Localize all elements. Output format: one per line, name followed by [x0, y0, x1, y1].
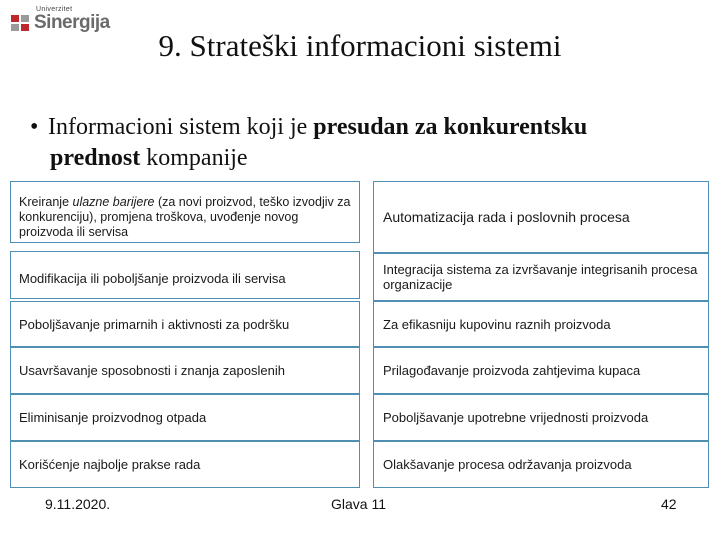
- slide-title: 9. Strateški informacioni sistemi: [158, 28, 562, 63]
- right-cell-6-text: Olakšavanje procesa održavanja proizvoda: [383, 457, 632, 472]
- bullet-text: [30, 112, 710, 174]
- right-cell-1-text: Automatizacija rada i poslovnih procesa: [383, 208, 630, 225]
- bullet-bold-b: prednost: [50, 145, 141, 171]
- right-cell-4: [373, 347, 709, 394]
- right-cell-3-text: Za efikasniju kupovinu raznih proizvoda: [383, 316, 611, 332]
- footer-page-number: 42: [661, 496, 677, 512]
- bullet-dot: •: [30, 114, 39, 140]
- left-cell-2-text: Modifikacija ili poboljšanje proizvoda ili servisa: [19, 271, 286, 286]
- footer-date: 9.11.2020.: [45, 496, 111, 512]
- left-cell-1-text: [19, 195, 353, 240]
- right-cell-2: [373, 253, 709, 301]
- bullet-line-2: [48, 143, 710, 174]
- right-cell-2-text: Integracija sistema za izvršavanje integrisanih procesa organizacije: [383, 262, 698, 292]
- right-cell-6: [373, 441, 709, 488]
- bullet-prefix: Informacioni sistem koji je: [48, 114, 314, 140]
- left-cell-2: [10, 251, 360, 299]
- left-cell-5: [10, 394, 360, 441]
- right-cell-1: [373, 181, 709, 253]
- left-cell-1-italic: ulazne barijere: [72, 195, 155, 209]
- logo-subtitle: Univerzitet: [36, 6, 73, 13]
- left-cell-3-text: Poboljšavanje primarnih i aktivnosti za podršku: [19, 316, 290, 332]
- right-cell-4-text: Prilagođavanje proizvoda zahtjevima kupaca: [383, 363, 641, 378]
- left-cell-1: [10, 181, 360, 243]
- right-cell-5: [373, 394, 709, 441]
- left-cell-6: [10, 441, 360, 488]
- left-cell-1-part-b: (za novi proizvod, teško izvodjiv za konkurenciju), promjena troškova, uvođenje novog proizvoda ili servisa: [19, 195, 351, 239]
- left-cell-5-text: Eliminisanje proizvodnog otpada: [19, 410, 207, 425]
- left-cell-1-part-a: Kreiranje: [19, 195, 73, 209]
- right-cell-3: [373, 301, 709, 347]
- left-cell-4-text: Usavršavanje sposobnosti i znanja zaposlenih: [19, 363, 285, 378]
- left-cell-4: [10, 347, 360, 394]
- right-cell-5-text: Poboljšavanje upotrebne vrijednosti proizvoda: [383, 410, 649, 425]
- left-cell-6-text: Korišćenje najbolje prakse rada: [19, 457, 201, 472]
- bullet-bold-a: presudan za konkurentsku: [313, 114, 588, 140]
- left-cell-3: [10, 301, 360, 347]
- bullet-point: [30, 112, 710, 174]
- logo-wordmark: Sinergija: [34, 12, 110, 33]
- bullet-suffix: kompanije: [140, 145, 248, 171]
- footer-chapter: Glava 11: [331, 496, 386, 512]
